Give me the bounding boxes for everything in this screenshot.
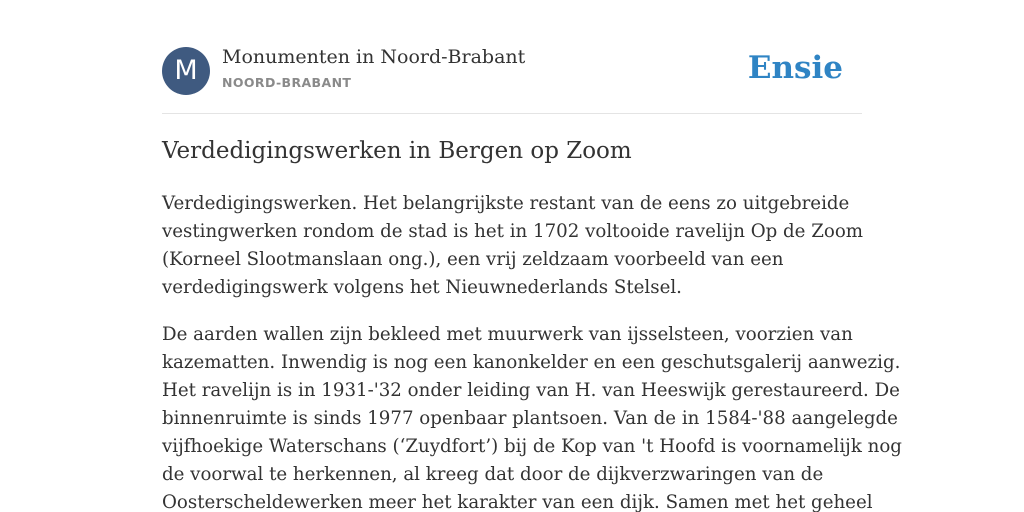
text-line: vestingwerken rondom de stad is het in 1702 voltooide ravelijn Op de Zoom (162, 221, 864, 242)
paragraph (162, 321, 902, 512)
text-line: (Korneel Slootmanslaan ong.), een vrij zeldzaam voorbeeld van een (162, 249, 784, 270)
text-line: kazematten. Inwendig is nog een kanonkelder en een geschutsgalerij aanwezig. (162, 352, 901, 373)
text-line: vijfhoekige Waterschans (‘Zuydfort’) bij de Kop van 't Hoofd is voornamelijk nog (162, 436, 902, 457)
text-line: Oosterscheldewerken meer het karakter van een dijk. Samen met het geheel (162, 492, 873, 512)
avatar[interactable]: M (162, 47, 210, 95)
header-divider (162, 113, 862, 114)
book-title[interactable]: Monumenten in Noord-Brabant (222, 46, 526, 68)
text-line: Verdedigingswerken. Het belangrijkste restant van de eens zo uitgebreide (162, 193, 850, 214)
brand-logo[interactable]: Ensie (747, 50, 843, 86)
article-body (162, 190, 902, 512)
paragraph (162, 190, 862, 302)
text-line: de voorwal te herkennen, al kreeg dat door de dijkverzwaringen van de (162, 464, 824, 485)
text-line: Het ravelijn is in 1931-'32 onder leiding van H. van Heeswijk gerestaureerd. De (162, 380, 900, 401)
header (162, 46, 862, 96)
text-line: verdedigingswerk volgens het Nieuwnederlands Stelsel. (162, 277, 682, 298)
article-title: Verdedigingswerken in Bergen op Zoom (162, 138, 632, 164)
text-line: De aarden wallen zijn bekleed met muurwerk van ijsselsteen, voorzien van (162, 324, 853, 345)
text-line: binnenruimte is sinds 1977 openbaar plantsoen. Van de in 1584-'88 aangelegde (162, 408, 898, 429)
book-subtitle[interactable]: NOORD-BRABANT (222, 75, 352, 90)
